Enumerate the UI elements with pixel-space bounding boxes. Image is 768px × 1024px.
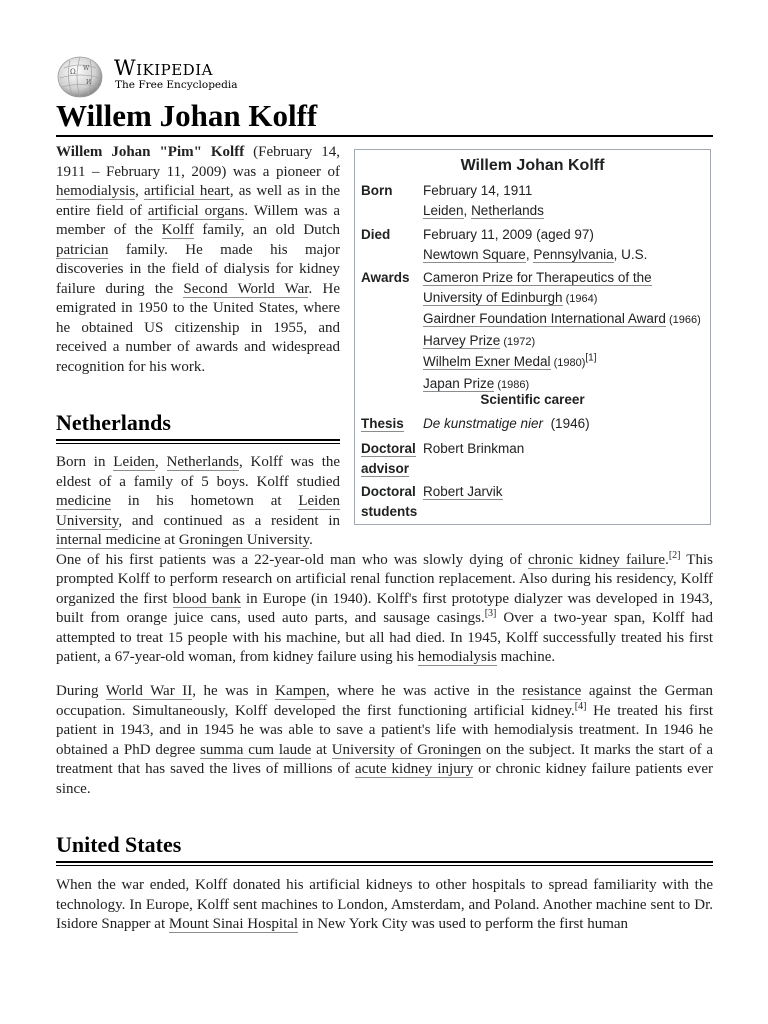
para-text: Born in bbox=[56, 454, 114, 470]
link-award[interactable]: Japan Prize bbox=[423, 375, 495, 391]
link-university-of-groningen[interactable]: University of Groningen bbox=[331, 741, 482, 758]
students-label-line: Doctoral bbox=[361, 484, 416, 499]
link-robert-jarvik[interactable]: Robert Jarvik bbox=[423, 484, 503, 499]
reference-link[interactable]: [4] bbox=[574, 700, 587, 712]
wikipedia-logo[interactable] bbox=[56, 52, 256, 98]
link-netherlands[interactable]: Netherlands bbox=[166, 454, 239, 470]
reference-link[interactable]: [2] bbox=[668, 549, 681, 561]
wikipedia-tagline: The Free Encyclopedia bbox=[115, 79, 238, 91]
link-pennsylvania[interactable]: Pennsylvania bbox=[533, 246, 614, 262]
infobox-label-died: Died bbox=[361, 227, 391, 242]
infobox-float-space bbox=[340, 453, 713, 549]
para-text: against the German occupation. Simultaneously, Kolff developed the first functioning artificial kidney. bbox=[56, 683, 713, 719]
wikipedia-wordmark: Wikipedia bbox=[114, 56, 213, 80]
reference-link[interactable]: [1] bbox=[585, 352, 597, 364]
para-text: on the subject. It marks the start of a treatment that has saved the lives of millions of bbox=[56, 741, 714, 777]
para-text: at bbox=[311, 741, 332, 758]
link-leiden[interactable]: Leiden bbox=[423, 202, 464, 218]
para-text: in his hometown at bbox=[110, 493, 299, 509]
link-resistance[interactable]: resistance bbox=[522, 683, 582, 699]
advisor-label-line: Doctoral bbox=[361, 441, 416, 456]
para-text: or chronic kidney failure patients ever since. bbox=[56, 761, 713, 797]
para-text: in Europe (in 1940). Kolff's first prototype dialyzer was developed in 1943, built from orange juice cans, used auto parts, and sausage casings. bbox=[56, 590, 714, 626]
born-place bbox=[423, 201, 709, 221]
born-date: February 14, 1911 bbox=[423, 183, 533, 198]
netherlands-paragraph-2 bbox=[56, 682, 713, 799]
link-chronic-kidney-failure[interactable]: chronic kidney failure bbox=[528, 551, 666, 568]
born-sep: , bbox=[463, 202, 472, 218]
infobox-label-awards: Awards bbox=[361, 270, 410, 285]
link-artificial-heart[interactable]: artificial heart bbox=[144, 183, 230, 199]
link-award[interactable]: Gairdner Foundation International Award bbox=[423, 311, 666, 326]
svg-text:W: W bbox=[83, 65, 90, 72]
svg-text:Ω: Ω bbox=[70, 68, 76, 76]
infobox-title: Willem Johan Kolff bbox=[460, 157, 605, 174]
link-netherlands[interactable]: Netherlands bbox=[471, 202, 544, 218]
award-year: (1980) bbox=[550, 357, 586, 369]
thesis-title: De kunstmatige nier bbox=[423, 416, 544, 431]
link-medicine[interactable]: medicine bbox=[56, 493, 111, 509]
para-text: at bbox=[160, 532, 179, 548]
puzzle-globe-icon bbox=[56, 54, 104, 98]
award-year: (1986) bbox=[494, 378, 530, 391]
intro-text: . He emigrated in 1950 to the United States, where he obtained US citizenship in 1955, and received a number of awards and widespread recognition for his work. bbox=[56, 280, 340, 375]
died-place bbox=[423, 245, 709, 265]
intro-text: (February 14, 1911 – February 11, 2009) was a pioneer of bbox=[56, 144, 340, 180]
infobox-section-scientific-career: Scientific career bbox=[480, 392, 585, 407]
para-text: , Kolff was the eldest of a family of 5 boys. Kolff studied bbox=[56, 454, 341, 490]
section-rule bbox=[56, 439, 340, 444]
link-groningen-university[interactable]: Groningen University bbox=[178, 532, 310, 548]
died-date: February 11, 2009 (aged 97) bbox=[423, 227, 594, 242]
infobox-value-awards bbox=[423, 268, 709, 395]
infobox-value-died bbox=[423, 225, 709, 264]
intro-text: , as well as in the entire field of bbox=[56, 183, 341, 219]
para-text: During bbox=[56, 683, 106, 699]
link-mount-sinai-hospital[interactable]: Mount Sinai Hospital bbox=[168, 916, 299, 932]
infobox-value-advisor: Robert Brinkman bbox=[423, 441, 525, 456]
para-text: This prompted Kolff to perform research on artificial renal function replacement. Also during his residency, Kolff organized the first bbox=[56, 551, 713, 607]
intro-text: , bbox=[135, 183, 145, 199]
link-award[interactable]: Harvey Prize bbox=[423, 332, 501, 348]
award-year: (1972) bbox=[500, 335, 536, 348]
link-hemodialysis[interactable]: hemodialysis bbox=[417, 649, 497, 665]
intro-text: family, an old Dutch bbox=[193, 222, 341, 238]
award-item bbox=[423, 331, 709, 353]
netherlands-paragraph-1 bbox=[56, 453, 713, 668]
para-text: He treated his first patient in 1943, and in 1945 he was able to save a patient's life with hemodialysis treatment. In 1946 he obtained a PhD degree bbox=[56, 702, 713, 758]
link-newtown-square[interactable]: Newtown Square bbox=[423, 246, 526, 262]
award-year: (1966) bbox=[665, 314, 701, 326]
link-blood-bank[interactable]: blood bank bbox=[172, 590, 241, 607]
link-hemodialysis[interactable]: hemodialysis bbox=[56, 183, 136, 199]
link-summa-cum-laude[interactable]: summa cum laude bbox=[200, 741, 312, 758]
thesis-year: (1946) bbox=[543, 416, 590, 431]
infobox-value-born bbox=[423, 181, 709, 220]
link-artificial-organs[interactable]: artificial organs bbox=[147, 202, 245, 219]
para-text: in New York City was used to perform the first human bbox=[298, 916, 629, 932]
award-item bbox=[423, 309, 709, 331]
died-country: , U.S. bbox=[613, 246, 648, 262]
link-acute-kidney-injury[interactable]: acute kidney injury bbox=[354, 761, 474, 777]
died-sep: , bbox=[525, 246, 534, 262]
para-text: , and continued as a resident in bbox=[118, 512, 340, 529]
award-year: (1964) bbox=[562, 292, 598, 305]
link-patrician[interactable]: patrician bbox=[56, 241, 109, 258]
para-text: When the war ended, Kolff donated his artificial kidneys to other hospitals to spread familiarity with the technology. In Europe, Kolff sent machines to London, Amsterdam, and Poland. Another machine sent to Dr. Isidore Snapper at bbox=[56, 877, 713, 932]
link-thesis[interactable]: Thesis bbox=[361, 416, 404, 431]
para-text: One of his first patients was a 22-year-old man who was slowly dying of bbox=[56, 551, 529, 568]
link-leiden-university[interactable]: Leiden University bbox=[56, 493, 340, 529]
para-text: , bbox=[154, 454, 167, 470]
link-internal-medicine[interactable]: internal medicine bbox=[56, 532, 161, 548]
intro-text: family. He made his major discoveries in the field of dialysis for kidney failure during the bbox=[56, 241, 340, 297]
page-title: Willem Johan Kolff bbox=[56, 98, 713, 137]
para-text: . bbox=[309, 532, 313, 548]
svg-text:И: И bbox=[86, 79, 92, 86]
students-label-line: students bbox=[361, 503, 418, 519]
section-heading-netherlands: Netherlands bbox=[56, 410, 171, 435]
link-kolff[interactable]: Kolff bbox=[161, 222, 194, 238]
link-kampen[interactable]: Kampen bbox=[275, 683, 326, 699]
link-leiden[interactable]: Leiden bbox=[113, 454, 155, 470]
reference-link[interactable]: [3] bbox=[484, 608, 497, 619]
section-rule bbox=[56, 861, 713, 866]
para-text: Over a two-year span, Kolff had attempted to treat 15 people with his machine, but all had died. In 1945, Kolff successfully treated his first patient, a 67-year-old woman, from kidney failure using his bbox=[56, 610, 714, 665]
link-world-war-ii[interactable]: World War II bbox=[105, 683, 193, 699]
para-text: . bbox=[665, 551, 669, 568]
award-item bbox=[423, 352, 709, 374]
para-text: , where he was active in the bbox=[325, 683, 523, 699]
award-item bbox=[423, 268, 661, 309]
intro-paragraph bbox=[56, 143, 340, 377]
para-text: machine. bbox=[496, 649, 556, 665]
infobox-label-born: Born bbox=[361, 183, 393, 198]
intro-text: . Willem was a member of the bbox=[56, 202, 340, 238]
united-states-paragraph-1 bbox=[56, 876, 713, 935]
link-award[interactable]: Cameron Prize for Therapeutics of the University of Edinburgh bbox=[423, 270, 652, 305]
link-award[interactable]: Wilhelm Exner Medal bbox=[423, 354, 551, 369]
intro-lead-bold: Willem Johan "Pim" Kolff bbox=[56, 144, 245, 160]
link-second-world-war[interactable]: Second World War bbox=[183, 280, 309, 297]
section-heading-united-states: United States bbox=[56, 832, 182, 857]
advisor-label-line: advisor bbox=[361, 460, 410, 476]
para-text: , he was in bbox=[192, 683, 276, 699]
